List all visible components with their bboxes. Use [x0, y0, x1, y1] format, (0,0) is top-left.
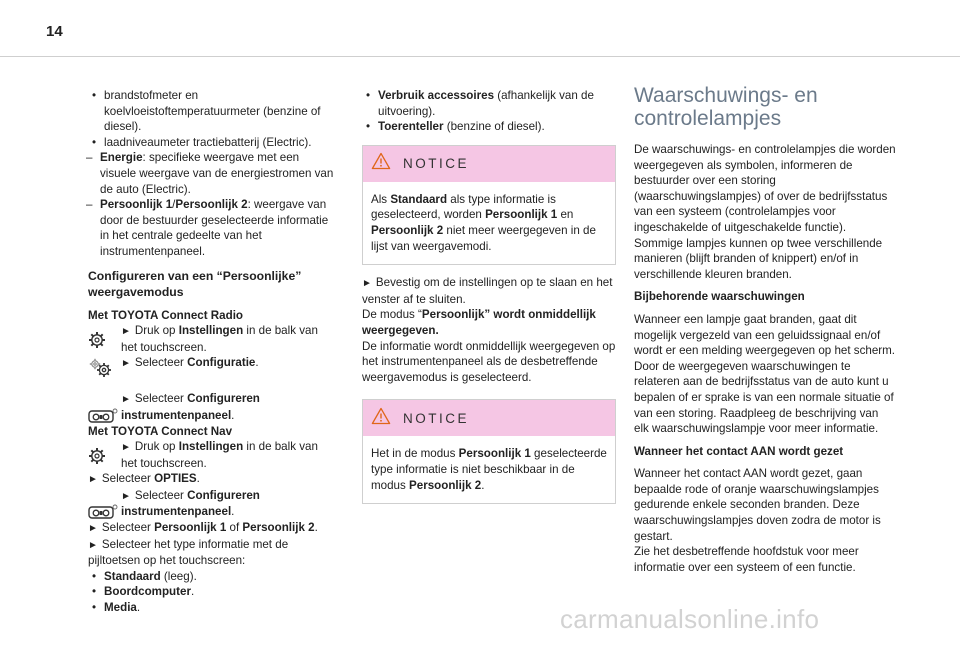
- notice-box: [362, 145, 616, 265]
- notice-header: [363, 146, 615, 182]
- settings-gear-icon: [88, 323, 121, 355]
- list-item: • Boordcomputer.: [92, 585, 195, 599]
- notice-text: Als Standaard als type informatie is geselecteerd, worden Persoonlijk 1 en Persoonlijk 2 niet meer weergegeven in de lijst van weergavemodi.: [371, 192, 596, 253]
- list-item: • Standaard (leeg).: [92, 569, 197, 583]
- step-row: ► Selecteer Configuratie.: [88, 355, 336, 379]
- warning-triangle-icon: [371, 152, 391, 175]
- instrument-panel-icon: [88, 488, 121, 520]
- step-line: ► Bevestig om de instellingen op te slaan en het venster af te sluiten.: [362, 276, 613, 306]
- paragraph: Wanneer een lampje gaat branden, gaat dit mogelijk vergezeld van een geluidssignaal en/of wordt er een melding weergegeven op het scherm. Door de weergegeven waarschuwingen te relateren aan de bedrijfsstatus van de auto kunt u bepalen of er sprake is van een normale situatie of van een storing. Raadpleeg de beschrijving van elk waarschuwingslampje voor meer informatie.: [634, 312, 896, 436]
- list-item: – Persoonlijk 1/Persoonlijk 2: weergave van door de bestuurder geselecteerde informatie in het centrale gedeelte van het instrumentenpaneel.: [86, 198, 329, 258]
- column-2: [362, 88, 616, 514]
- notice-box: [362, 399, 616, 504]
- subsection-heading: Met TOYOTA Connect Nav: [88, 424, 233, 438]
- page-number: 14: [46, 23, 63, 40]
- configuration-gears-icon: [88, 355, 121, 379]
- list-item: – Energie: specifieke weergave met een visuele weergave van de energiestromen van de auto (Electric).: [86, 151, 334, 196]
- settings-gear-icon: [88, 439, 121, 471]
- paragraph: De informatie wordt onmiddellijk weergegeven op het instrumentenpaneel als de desbetreffende weergavemodus is geselecteerd.: [362, 339, 616, 384]
- paragraph: Wanneer het contact AAN wordt gezet, gaan bepaalde rode of oranje waarschuwingslampjes gedurende enkele seconden branden. Deze waarschuwingslampjes doven zodra de motor is gestart.: [634, 467, 881, 543]
- paragraph: Zie het desbetreffende hoofdstuk voor meer informatie over een systeem of een functie.: [634, 545, 859, 574]
- header-divider: [0, 56, 960, 57]
- step-line: ► Selecteer Persoonlijk 1 of Persoonlijk 2.: [88, 521, 318, 535]
- step-line: ► Selecteer het type informatie met de pijltoetsen op het touchscreen:: [88, 537, 289, 568]
- warning-triangle-icon: [371, 407, 391, 430]
- paragraph: De modus “Persoonlijk” wordt onmiddellijk weergegeven.: [362, 308, 596, 337]
- section-title: Waarschuwings- en controlelampjes: [634, 84, 818, 130]
- step-row: ► Druk op Instellingen in de balk van het touchscreen.: [88, 323, 336, 355]
- list-item: • brandstofmeter en koelvloeistoftemperatuurmeter (benzine of diesel).: [92, 89, 321, 134]
- notice-header: [363, 400, 615, 436]
- list-item: • Toerenteller (benzine of diesel).: [366, 120, 545, 134]
- paragraph: De waarschuwings- en controlelampjes die worden weergegeven als symbolen, informeren de bestuurder over een storing (waarschuwingslampjes) of over de bedrijfsstatus van een systeem (controlelampjes voor ingeschakelde of uitgeschakelde functie). Sommige lampjes kunnen op twee verschillende manieren (blijft branden of knippert) en/of in verschillende kleuren branden.: [634, 143, 896, 281]
- section-heading: Configureren van een “Persoonlijke” weergavemodus: [88, 268, 302, 299]
- step-row: ► Selecteer Configureren instrumentenpaneel.: [88, 488, 336, 520]
- watermark: carmanualsonline.info: [560, 604, 820, 634]
- subsection-heading: Wanneer het contact AAN wordt gezet: [634, 444, 844, 458]
- column-1: [88, 88, 336, 616]
- subsection-heading: Bijbehorende waarschuwingen: [634, 290, 805, 304]
- subsection-heading: Met TOYOTA Connect Radio: [88, 308, 244, 322]
- step-line: ► Selecteer OPTIES.: [88, 472, 200, 486]
- notice-title: NOTICE: [403, 155, 470, 171]
- step-row: ► Druk op Instellingen in de balk van het touchscreen.: [88, 439, 336, 471]
- list-item: • Media.: [92, 601, 141, 615]
- list-item: • laadniveaumeter tractiebatterij (Electric).: [92, 135, 312, 149]
- instrument-panel-icon: [88, 391, 121, 423]
- notice-text: Het in de modus Persoonlijk 1 geselecteerde type informatie is niet beschikbaar in de modus Persoonlijk 2.: [371, 447, 607, 492]
- list-item: • Verbruik accessoires (afhankelijk van de uitvoering).: [366, 89, 594, 118]
- notice-title: NOTICE: [403, 410, 470, 426]
- step-row: ► Selecteer Configureren instrumentenpaneel.: [88, 391, 336, 423]
- column-3: [634, 84, 896, 575]
